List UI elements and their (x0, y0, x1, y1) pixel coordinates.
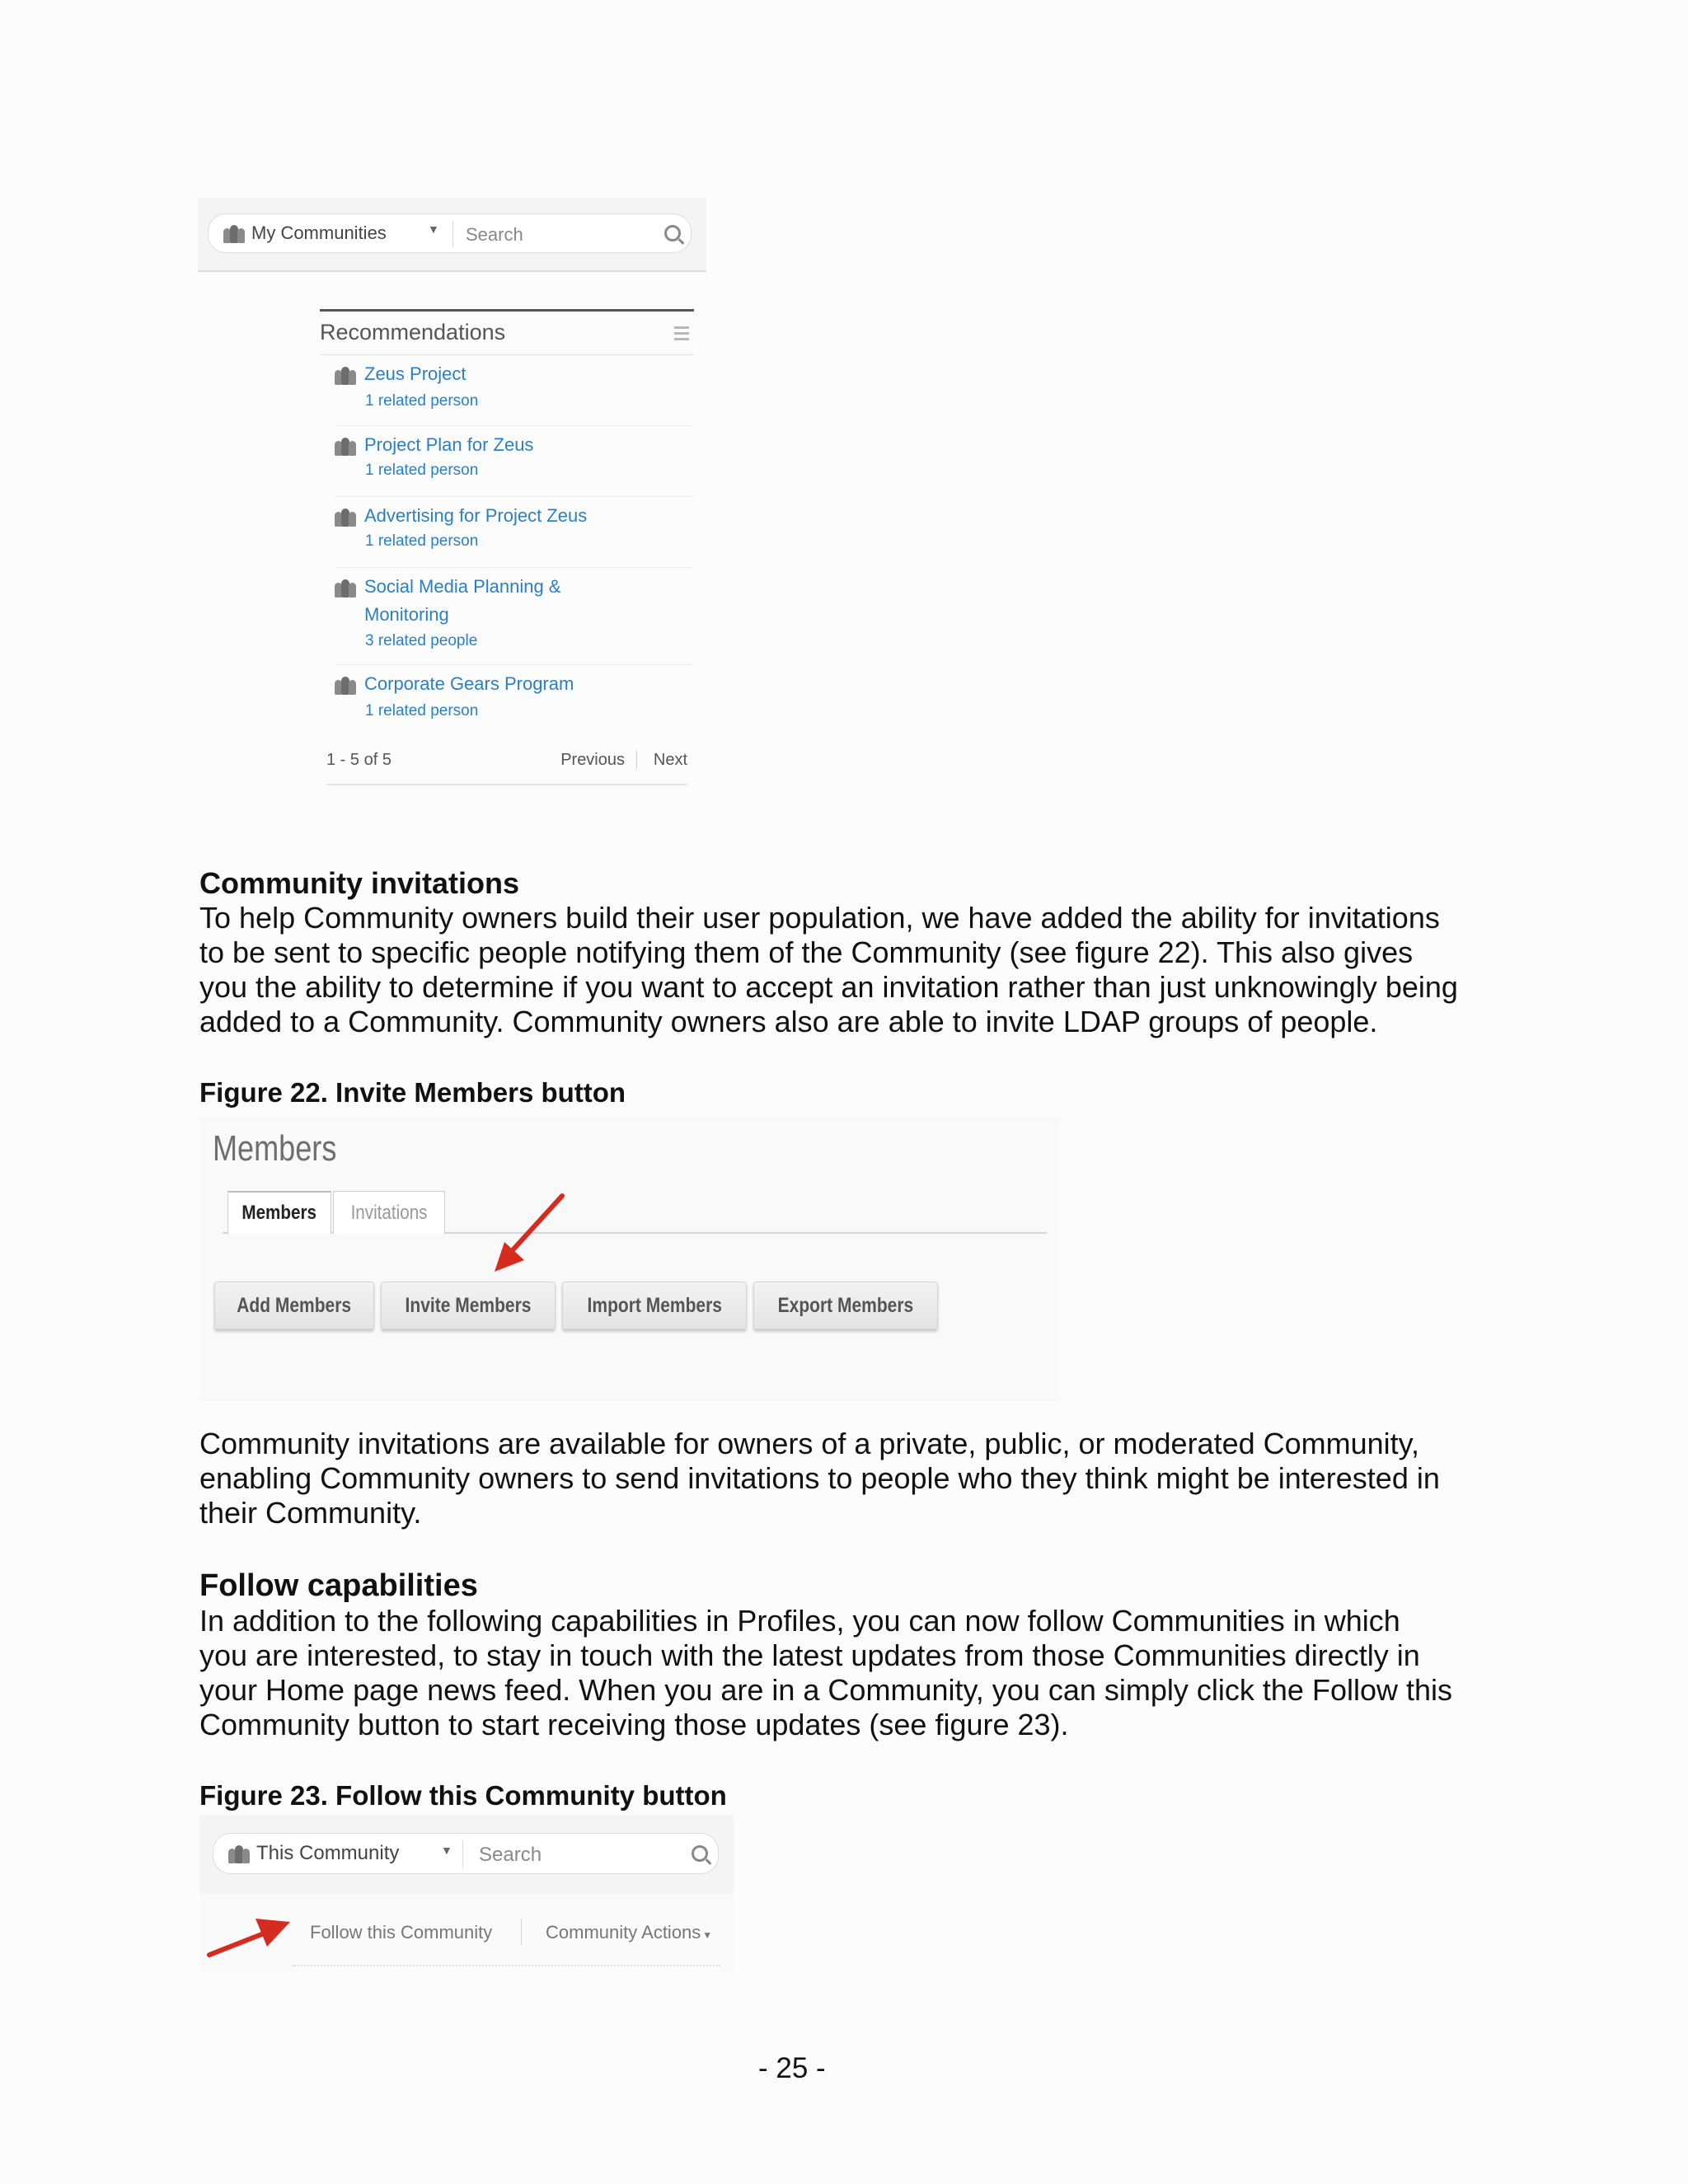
chevron-down-icon[interactable]: ▼ (441, 1844, 452, 1857)
red-arrow-icon (486, 1191, 569, 1282)
list-item (335, 497, 694, 568)
list-item (335, 426, 694, 497)
previous-link[interactable]: Previous (560, 751, 625, 769)
search-input[interactable]: Search (479, 1844, 542, 1866)
related-people-link[interactable]: 1 related person (365, 392, 479, 410)
community-icon (335, 436, 356, 456)
follow-area (199, 1894, 734, 1973)
recommendations-widget (320, 309, 694, 785)
figure-caption: Figure 22. Invite Members button (199, 1077, 626, 1108)
chevron-down-icon: ▼ (702, 1929, 713, 1941)
communities-icon (228, 1844, 250, 1863)
paragraph-line: To help Community owners build their user population, we have added the ability for invitations (199, 901, 1440, 935)
paragraph-line: their Community. (199, 1496, 422, 1530)
recommendations-title: Recommendations (320, 320, 506, 344)
scope-search-pill (213, 1833, 719, 1874)
import-members-button[interactable] (562, 1282, 747, 1329)
members-title: Members (213, 1128, 337, 1169)
follow-underline (292, 1965, 720, 1966)
scope-selector[interactable]: My Communities (251, 223, 387, 243)
related-people-link[interactable]: 3 related people (365, 632, 478, 649)
chevron-down-icon[interactable]: ▼ (428, 223, 439, 236)
recommendations-header (320, 309, 694, 355)
section-heading: Community invitations (199, 866, 520, 900)
communities-search-bar (198, 198, 706, 272)
community-link[interactable]: Social Media Planning & (364, 576, 561, 597)
community-search-bar (199, 1815, 734, 1896)
paragraph (199, 901, 1502, 1039)
section-heading: Follow capabilities (199, 1568, 478, 1603)
follow-community-link[interactable]: Follow this Community (310, 1922, 493, 1943)
scope-selector[interactable]: This Community (256, 1842, 400, 1864)
paragraph (199, 1604, 1502, 1742)
red-arrow-icon (204, 1912, 295, 1961)
button-label: Add Members (237, 1293, 352, 1317)
paragraph (199, 1427, 1502, 1530)
paragraph-line: enabling Community owners to send invitations to people who they think might be interested in (199, 1461, 1440, 1495)
list-item (335, 665, 694, 738)
button-label: Invite Members (405, 1293, 532, 1317)
community-link[interactable]: Zeus Project (364, 363, 467, 384)
paragraph-line: you are interested, to stay in touch with the latest updates from those Communities directly in (199, 1638, 1420, 1672)
search-input[interactable]: Search (466, 224, 523, 245)
search-icon[interactable] (664, 225, 681, 241)
next-link[interactable]: Next (653, 751, 687, 769)
community-link[interactable]: Project Plan for Zeus (364, 434, 534, 455)
community-icon (335, 365, 356, 385)
community-icon (335, 578, 356, 598)
export-members-button[interactable] (753, 1282, 938, 1329)
related-people-link[interactable]: 1 related person (365, 532, 479, 550)
tab-label: Members (241, 1202, 317, 1224)
tab-invitations[interactable] (333, 1191, 445, 1234)
paragraph-line: Community invitations are available for owners of a private, public, or moderated Community, (199, 1427, 1419, 1460)
menu-icon[interactable] (674, 326, 689, 344)
paragraph-line: to be sent to specific people notifying them of the Community (see figure 22). This also gives (199, 935, 1414, 969)
button-label: Export Members (777, 1293, 914, 1317)
communities-icon (223, 223, 245, 243)
scope-search-pill (208, 213, 692, 253)
community-link[interactable]: Advertising for Project Zeus (364, 505, 588, 526)
paragraph-line: you the ability to determine if you want to accept an invitation rather than just unknowingly being (199, 970, 1458, 1004)
page-number: - 25 - (758, 2052, 826, 2084)
paragraph-line: added to a Community. Community owners also are able to invite LDAP groups of people. (199, 1005, 1378, 1038)
divider (636, 751, 637, 769)
figure-caption: Figure 23. Follow this Community button (199, 1780, 727, 1811)
pagination-count: 1 - 5 of 5 (326, 751, 392, 769)
paragraph-line: Community button to start receiving those updates (see figure 23). (199, 1708, 1069, 1741)
divider (521, 1919, 522, 1945)
divider (462, 1840, 463, 1868)
paragraph-line: In addition to the following capabilities in Profiles, you can now follow Communities in which (199, 1604, 1400, 1638)
tab-members[interactable] (227, 1191, 331, 1234)
divider (452, 221, 453, 247)
related-people-link[interactable]: 1 related person (365, 702, 479, 719)
community-link-line2[interactable]: Monitoring (364, 604, 449, 625)
list-item (335, 568, 694, 665)
community-actions-menu[interactable] (546, 1922, 712, 1943)
paragraph-line: your Home page news feed. When you are in a Community, you can simply click the Follow this (199, 1673, 1452, 1707)
invite-members-button[interactable] (381, 1282, 556, 1329)
add-members-button[interactable] (214, 1282, 374, 1329)
members-figure (199, 1117, 1061, 1401)
list-item (335, 355, 694, 426)
search-icon[interactable] (692, 1845, 708, 1862)
community-icon (335, 507, 356, 527)
related-people-link[interactable]: 1 related person (365, 462, 479, 479)
tab-label: Invitations (350, 1201, 428, 1224)
community-actions-label: Community Actions (546, 1922, 701, 1943)
community-icon (335, 675, 356, 695)
community-link[interactable]: Corporate Gears Program (364, 673, 574, 694)
button-label: Import Members (587, 1293, 722, 1317)
pagination (326, 738, 687, 785)
